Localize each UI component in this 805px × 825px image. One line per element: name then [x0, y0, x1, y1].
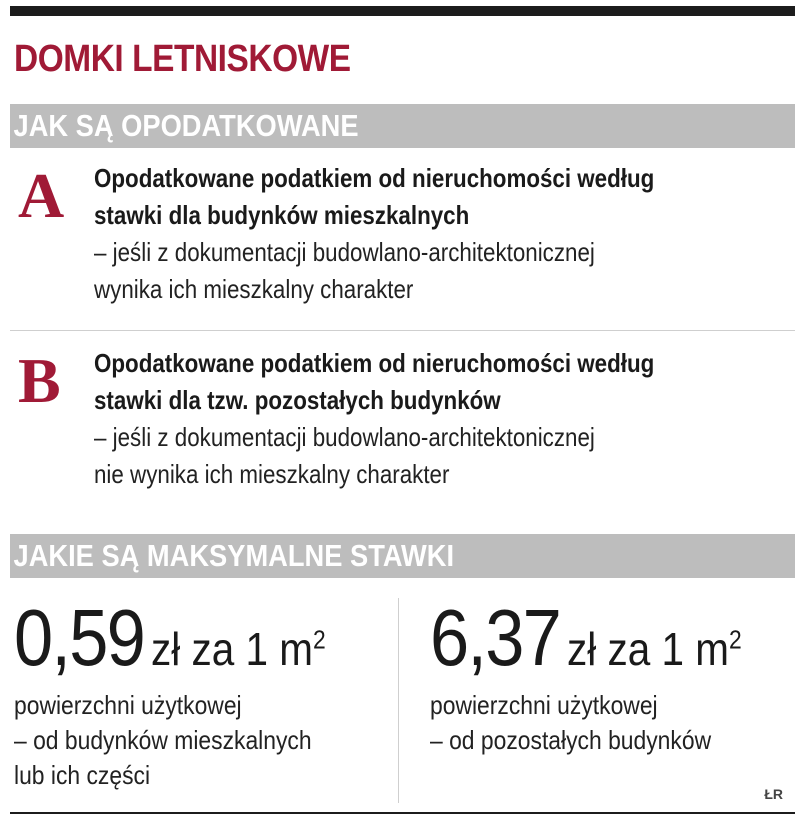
rate-desc-line: – od pozostałych budynków	[430, 725, 712, 755]
rate-description	[430, 688, 805, 758]
rate-desc-line: lub ich części	[14, 760, 151, 790]
top-rule	[10, 6, 795, 16]
rate-residential	[14, 592, 389, 793]
item-text	[94, 345, 794, 493]
item-normal-line: wynika ich mieszkalny charakter	[94, 274, 414, 304]
divider	[10, 330, 795, 331]
rate-unit-superscript: 2	[728, 624, 742, 655]
section-heading-taxation	[10, 104, 795, 148]
rate-description	[14, 688, 392, 793]
rate-unit-text: zł za 1 m	[567, 623, 729, 675]
rate-desc-line: – od budynków mieszkalnych	[14, 725, 312, 755]
rate-desc-line: powierzchni użytkowej	[14, 690, 242, 720]
item-bold-line: Opodatkowane podatkiem od nieruchomości według	[94, 163, 655, 193]
rate-unit-superscript: 2	[312, 624, 326, 655]
rate-line	[430, 592, 747, 684]
vertical-divider	[398, 598, 399, 803]
rate-line	[14, 592, 344, 684]
section-heading-label: JAKIE SĄ MAKSYMALNE STAWKI	[13, 538, 455, 573]
item-text	[94, 160, 794, 308]
rate-unit	[567, 623, 742, 675]
rate-unit	[151, 623, 326, 675]
bottom-rule	[10, 812, 795, 814]
section-heading-rates	[10, 534, 795, 578]
rate-unit-text: zł za 1 m	[151, 623, 313, 675]
item-letter: A	[18, 160, 65, 231]
rate-value: 6,37	[430, 593, 560, 682]
item-normal-line: – jeśli z dokumentacji budowlano-architektonicznej	[94, 422, 595, 452]
rate-desc-line: powierzchni użytkowej	[430, 690, 658, 720]
item-letter: B	[18, 345, 61, 416]
item-normal-line: – jeśli z dokumentacji budowlano-architektonicznej	[94, 237, 595, 267]
rate-value: 0,59	[14, 593, 144, 682]
item-normal-line: nie wynika ich mieszkalny charakter	[94, 459, 450, 489]
rate-other	[430, 592, 790, 758]
author-credit: ŁR	[764, 786, 783, 802]
item-bold-line: Opodatkowane podatkiem od nieruchomości według	[94, 348, 655, 378]
section-heading-label: JAK SĄ OPODATKOWANE	[13, 108, 359, 143]
item-bold-line: stawki dla tzw. pozostałych budynków	[94, 385, 501, 415]
page-title: DOMKI LETNISKOWE	[14, 38, 351, 80]
item-bold-line: stawki dla budynków mieszkalnych	[94, 200, 470, 230]
